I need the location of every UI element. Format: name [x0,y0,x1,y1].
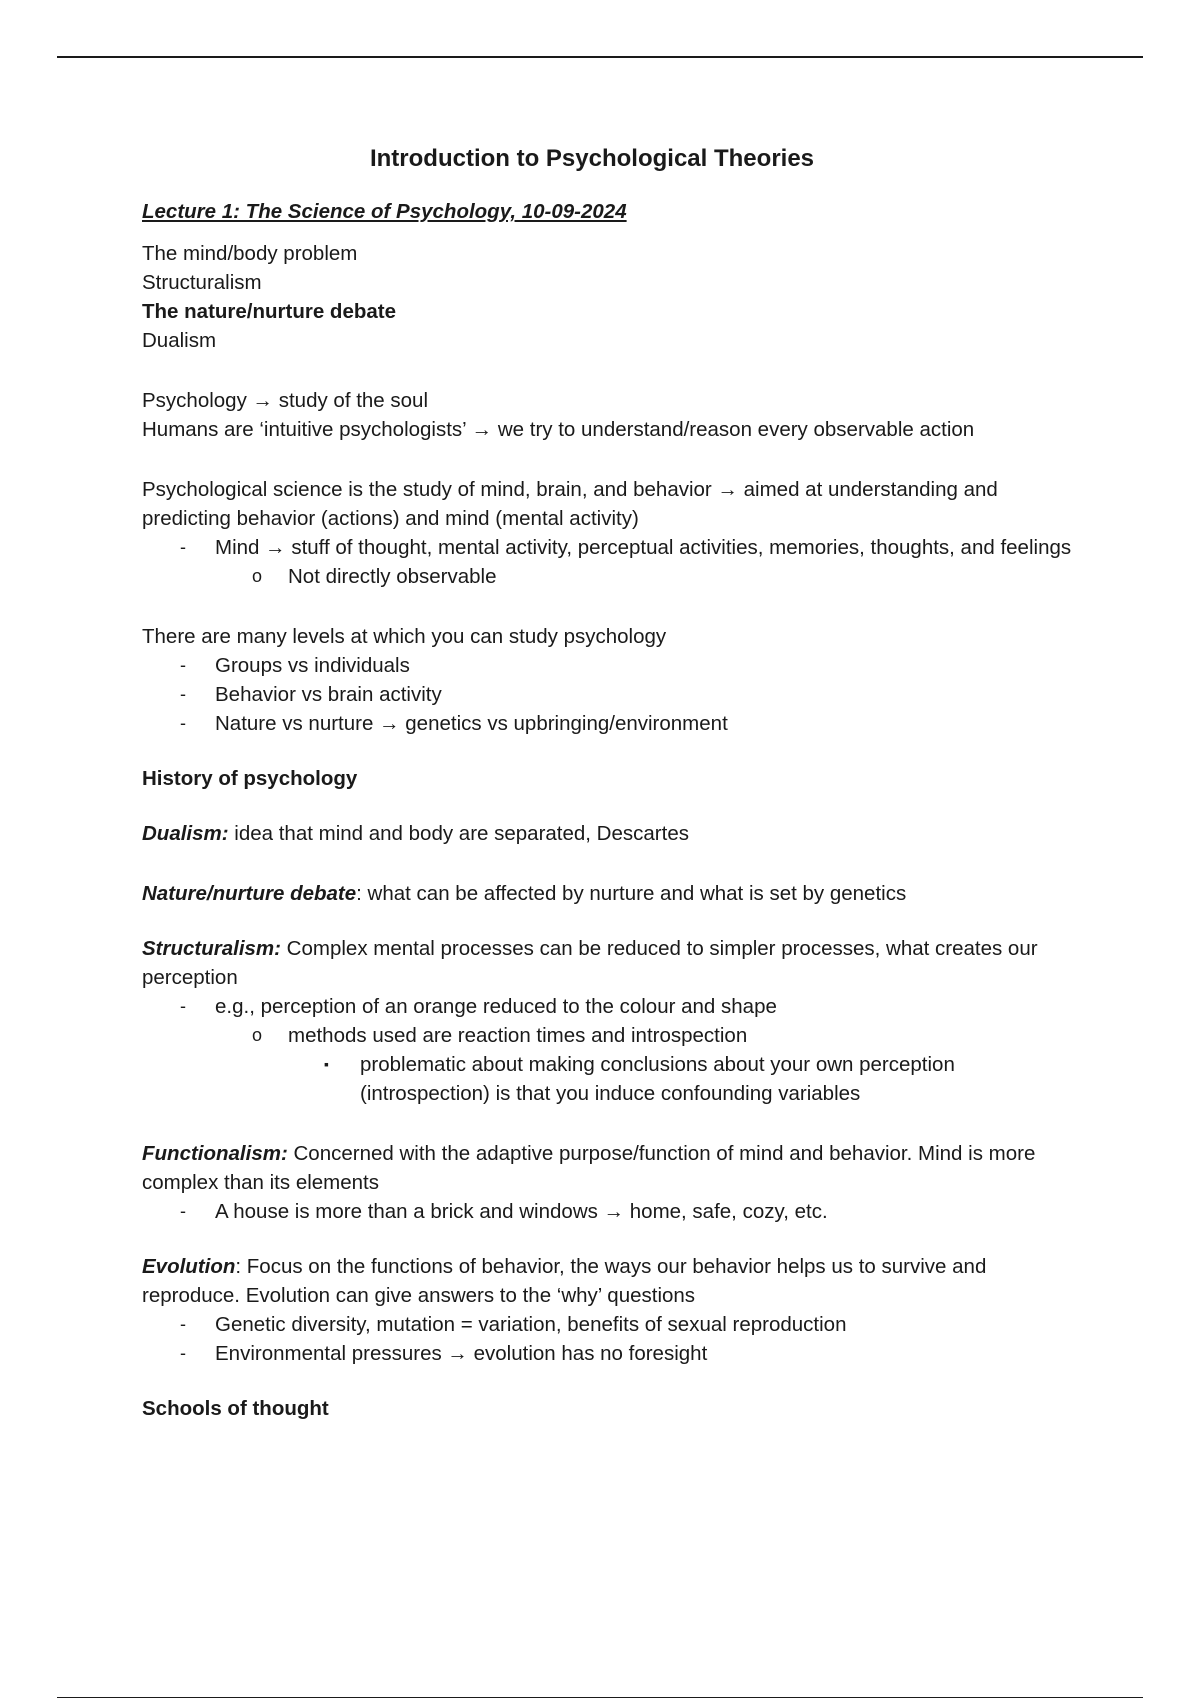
term: Evolution [142,1255,236,1278]
lecture-heading: Lecture 1: The Science of Psychology, 10-09-2024 [142,200,627,223]
dash-bullet: - [180,713,186,733]
dash-bullet: - [180,655,186,675]
dash-bullet: - [180,1343,186,1363]
list-item [142,709,1072,738]
science-paragraph: Psychological science is the study of mind, brain, and behavior → aimed at understanding and predicting behavior (actions) and mind (mental activity) [142,478,998,530]
list-item [142,651,1072,680]
intro-line: Humans are ‘intuitive psychologists’ → we try to understand/reason every observable action [142,418,975,441]
term: Dualism: [142,822,229,845]
list-item-text: A house is more than a brick and windows → home, safe, cozy, etc. [215,1200,828,1223]
dash-bullet: - [180,684,186,704]
definition-nature-nurture [142,879,1072,908]
list-item-text: e.g., perception of an orange reduced to the colour and shape [215,995,777,1018]
circle-bullet: o [252,566,263,586]
term: Nature/nurture debate [142,882,357,905]
definition-dualism [142,819,1072,848]
section-heading-schools: Schools of thought [142,1397,329,1420]
spacer [142,793,1072,819]
list-item [142,562,1072,591]
square-bullet: ▪ [324,1056,329,1072]
definition-text: : Focus on the functions of behavior, the ways our behavior helps us to survive and reproduce. Evolution can give answers to the ‘why’ questions [142,1255,987,1307]
list-item [142,1197,1072,1226]
spacer [142,1108,1072,1139]
document-body [142,141,1072,1423]
definition-text: idea that mind and body are separated, Descartes [228,822,689,845]
definition-evolution [142,1252,1072,1310]
list-item [142,1310,1072,1339]
spacer [142,591,1072,622]
definition-functionalism [142,1139,1072,1197]
term: Structuralism: [142,937,281,960]
topic-item: Structuralism [142,271,262,294]
topic-list [142,239,1072,355]
definition-text: Concerned with the adaptive purpose/function of mind and behavior. Mind is more complex than its elements [142,1142,1036,1194]
spacer [142,738,1072,764]
topic-item: The nature/nurture debate [142,300,397,323]
definition-text: Complex mental processes can be reduced to simpler processes, what creates our perception [142,937,1038,989]
list-item-text: Environmental pressures → evolution has no foresight [215,1342,708,1365]
list-item [142,992,1072,1021]
dash-bullet: - [180,996,186,1016]
list-item-text: Nature vs nurture → genetics vs upbringing/environment [215,712,728,735]
header-rule [57,56,1143,58]
intro-line: Psychology → study of the soul [142,389,429,412]
spacer [142,848,1072,879]
footer-rule [57,1697,1143,1698]
list-item-text: Not directly observable [288,565,497,588]
spacer [142,1368,1072,1394]
definition-text: : what can be affected by nurture and what is set by genetics [356,882,907,905]
circle-bullet: o [252,1025,263,1045]
definition-structuralism [142,934,1072,992]
dash-bullet: - [180,537,186,557]
spacer [142,908,1072,934]
dash-bullet: - [180,1314,186,1334]
spacer [142,355,1072,386]
levels-paragraph: There are many levels at which you can study psychology [142,625,667,648]
list-item [142,1050,1072,1108]
list-item [142,533,1072,562]
topic-item: The mind/body problem [142,242,358,265]
list-item-text: methods used are reaction times and introspection [288,1024,748,1047]
document-title: Introduction to Psychological Theories [369,145,815,172]
topic-item: Dualism [142,329,217,352]
spacer [142,1226,1072,1252]
list-item [142,1021,1072,1050]
list-item-text: Behavior vs brain activity [215,683,442,706]
term: Functionalism: [142,1142,288,1165]
list-item-text: Mind → stuff of thought, mental activity, perceptual activities, memories, thoughts, and feelings [215,536,1072,559]
dash-bullet: - [180,1201,186,1221]
list-item [142,1339,1072,1368]
spacer [142,444,1072,475]
list-item-text: Groups vs individuals [215,654,410,677]
list-item-text: problematic about making conclusions about your own perception (introspection) is that you induce confounding variables [360,1053,955,1105]
list-item [142,680,1072,709]
list-item-text: Genetic diversity, mutation = variation, benefits of sexual reproduction [215,1313,847,1336]
section-heading-history: History of psychology [142,767,358,790]
